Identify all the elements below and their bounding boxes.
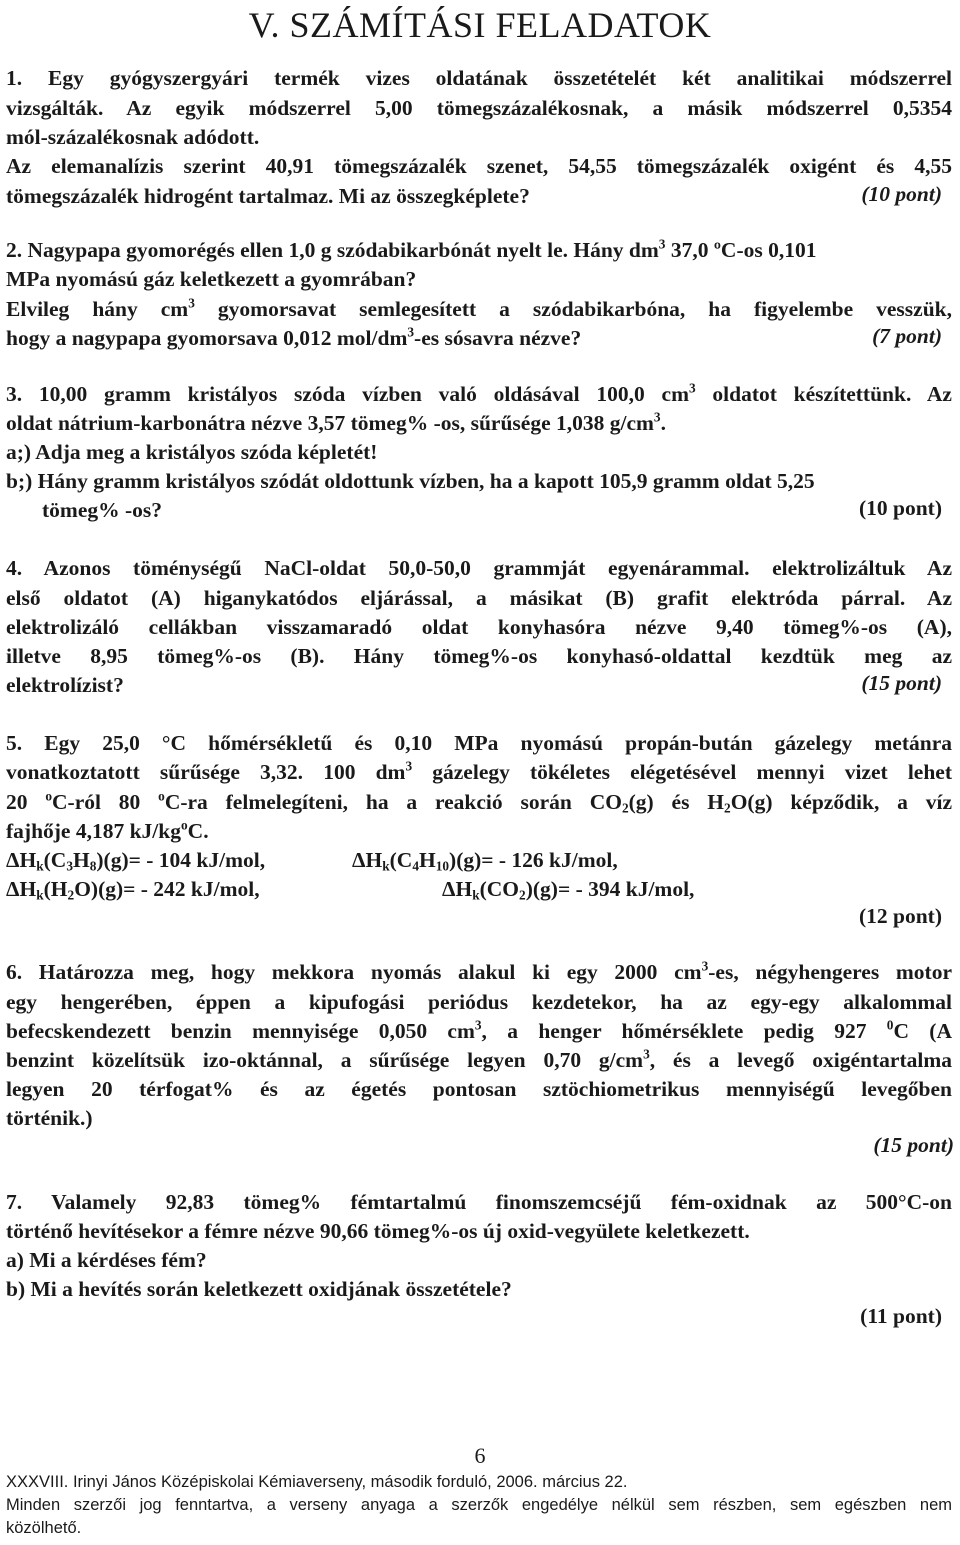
text-line: mól-százalékosnak adódott.: [6, 125, 260, 149]
text-line: befecskendezett benzin mennyisége 0,050 $cm^3$, a henger hőmérséklete pedig 927 $^0$C (A: [6, 1017, 952, 1043]
points-label: (12 pont): [858, 904, 942, 928]
text-line: fajhője 4,187 $kJ/kg^oC$.: [6, 817, 209, 843]
text-line: Elvileg hány $cm^3$ gyomorsavat semlegesített a szódabikarbóna, ha figyelembe vesszük,: [6, 295, 952, 321]
footer-copyright: Minden szerzői jog fenntartva, a verseny anyaga a szerzők engedélye nélkül sem részben, sem egészben nem: [6, 1496, 952, 1514]
page-title: V. SZÁMÍTÁSI FELADATOK: [248, 5, 712, 45]
text-line: 3. 10,00 gramm kristályos szóda vízben való oldásával 100,0 $cm^3$ oldatot készítettünk. Az: [6, 380, 952, 406]
text-line: első oldatot (A) higanykatódos eljárással, a másikat (B) grafit elektróda párral. Az: [6, 586, 952, 610]
text-line: Az elemanalízis szerint 40,91 tömegszázalék szenet, 54,55 tömegszázalék oxigént és 4,55: [6, 154, 952, 178]
text-line: 20 $^o$C-ról 80 $^o$C-ra felmelegíteni, ha a reakció során $CO_2(g)$ és $H_2O(g)$ képződik, a víz: [6, 788, 953, 816]
text-line: 5. Egy 25,0 °C hőmérsékletű és 0,10 MPa nyomású propán-bután gázelegy metánra: [6, 731, 952, 755]
text-line: 4. Azonos töménységű NaCl-oldat 50,0-50,0 grammját egyenárammal. elektrolizáltuk Az: [6, 556, 952, 580]
footer-competition: XXXVIII. Irinyi János Középiskolai Kémiaverseny, második forduló, 2006. március 22.: [6, 1473, 628, 1491]
text-line: 6. Határozza meg, hogy mekkora nyomás alakul ki egy 2000 $cm^3-es$, négyhengeres motor: [6, 958, 952, 984]
text-line: oldat nátrium-karbonátra nézve 3,57 tömeg% -os, sűrűsége 1,038 $g/cm^3$.: [6, 409, 666, 435]
text-line: benzint közelítsük izo-oktánnal, a sűrűsége legyen 0,70 $g/cm^3$, és a levegő oxigéntartalma: [6, 1046, 953, 1072]
text-line: egy hengerében, éppen a kipufogási periódus kezdetekor, ha az egy-egy alkalommal: [6, 990, 952, 1014]
text-line: tömegszázalék hidrogént tartalmaz. Mi az összegképlete?: [6, 184, 530, 208]
footer-copyright-end: közölhető.: [6, 1519, 82, 1537]
text-line: elektrolízist?: [6, 673, 124, 697]
enthalpy-c3h8: $\Delta H_k(C_3H_8)(g)= - 104$ kJ/mol,: [6, 848, 266, 874]
text-line: illetve 8,95 tömeg%-os (B). Hány tömeg%-os konyhasó-oldattal kezdtük meg az: [6, 644, 952, 668]
text-line: vonatkoztatott sűrűsége 3,32. 100 $dm^3$ gázelegy tökéletes elégetésével mennyi vizet lehet: [6, 758, 953, 784]
points-label: (10 pont): [858, 496, 942, 520]
text-line: történik.): [6, 1106, 93, 1130]
enthalpy-c4h10: $\Delta H_k(C_4H_{10})(g)= - 126$ kJ/mol,: [352, 848, 618, 874]
points-label: (11 pont): [860, 1304, 942, 1328]
text-line: 7. Valamely 92,83 tömeg% fémtartalmú finomszemcséjű fém-oxidnak az 500°C-on: [6, 1190, 952, 1214]
text-line: b) Mi a hevítés során keletkezett oxidjának összetétele?: [6, 1277, 512, 1301]
text-line: elektrolizáló cellákban visszamaradó oldat konyhasóra nézve 9,40 tömeg%-os (A),: [6, 615, 952, 639]
points-label: (15 pont): [861, 671, 942, 695]
page-number: 6: [474, 1443, 486, 1468]
text-line: MPa nyomású gáz keletkezett a gyomrában?: [6, 267, 417, 291]
points-label: (15 pont): [873, 1133, 954, 1157]
text-line: a) Mi a kérdéses fém?: [6, 1248, 207, 1272]
enthalpy-h2o: $\Delta H_k(H_2O)(g)= - 242$ kJ/mol,: [6, 877, 260, 903]
points-label: (10 pont): [861, 182, 942, 206]
text-line: a;) Adja meg a kristályos szóda képletét!: [6, 440, 378, 464]
text-line: legyen 20 térfogat% és az égetés pontosan sztöchiometrikus mennyiségű levegőben: [6, 1077, 952, 1101]
text-line: történő hevítésekor a fémre nézve 90,66 tömeg%-os új oxid-vegyülete keletkezett.: [6, 1219, 750, 1243]
text-line: tömeg% -os?: [42, 498, 163, 522]
text-line: b;) Hány gramm kristályos szódát oldottunk vízben, ha a kapott 105,9 gramm oldat 5,25: [6, 469, 815, 493]
text-line: 1. Egy gyógyszergyári termék vizes oldatának összetételét két analitikai módszerrel: [6, 66, 952, 90]
text-line: 2. Nagypapa gyomorégés ellen 1,0 g szódabikarbónát nyelt le. Hány $dm^3$ 37,0 ºC-os 0,101: [6, 236, 817, 262]
text-line: hogy a nagypapa gyomorsava 0,012 mol/$dm^3-es$ sósavra nézve?: [6, 324, 582, 350]
enthalpy-co2: $\Delta H_k(CO_2)(g)= - 394$ kJ/mol,: [442, 877, 695, 903]
points-label: (7 pont): [872, 324, 942, 348]
text-line: vizsgálták. Az egyik módszerrel 5,00 tömegszázalékosnak, a másik módszerrel 0,5354: [6, 96, 952, 120]
